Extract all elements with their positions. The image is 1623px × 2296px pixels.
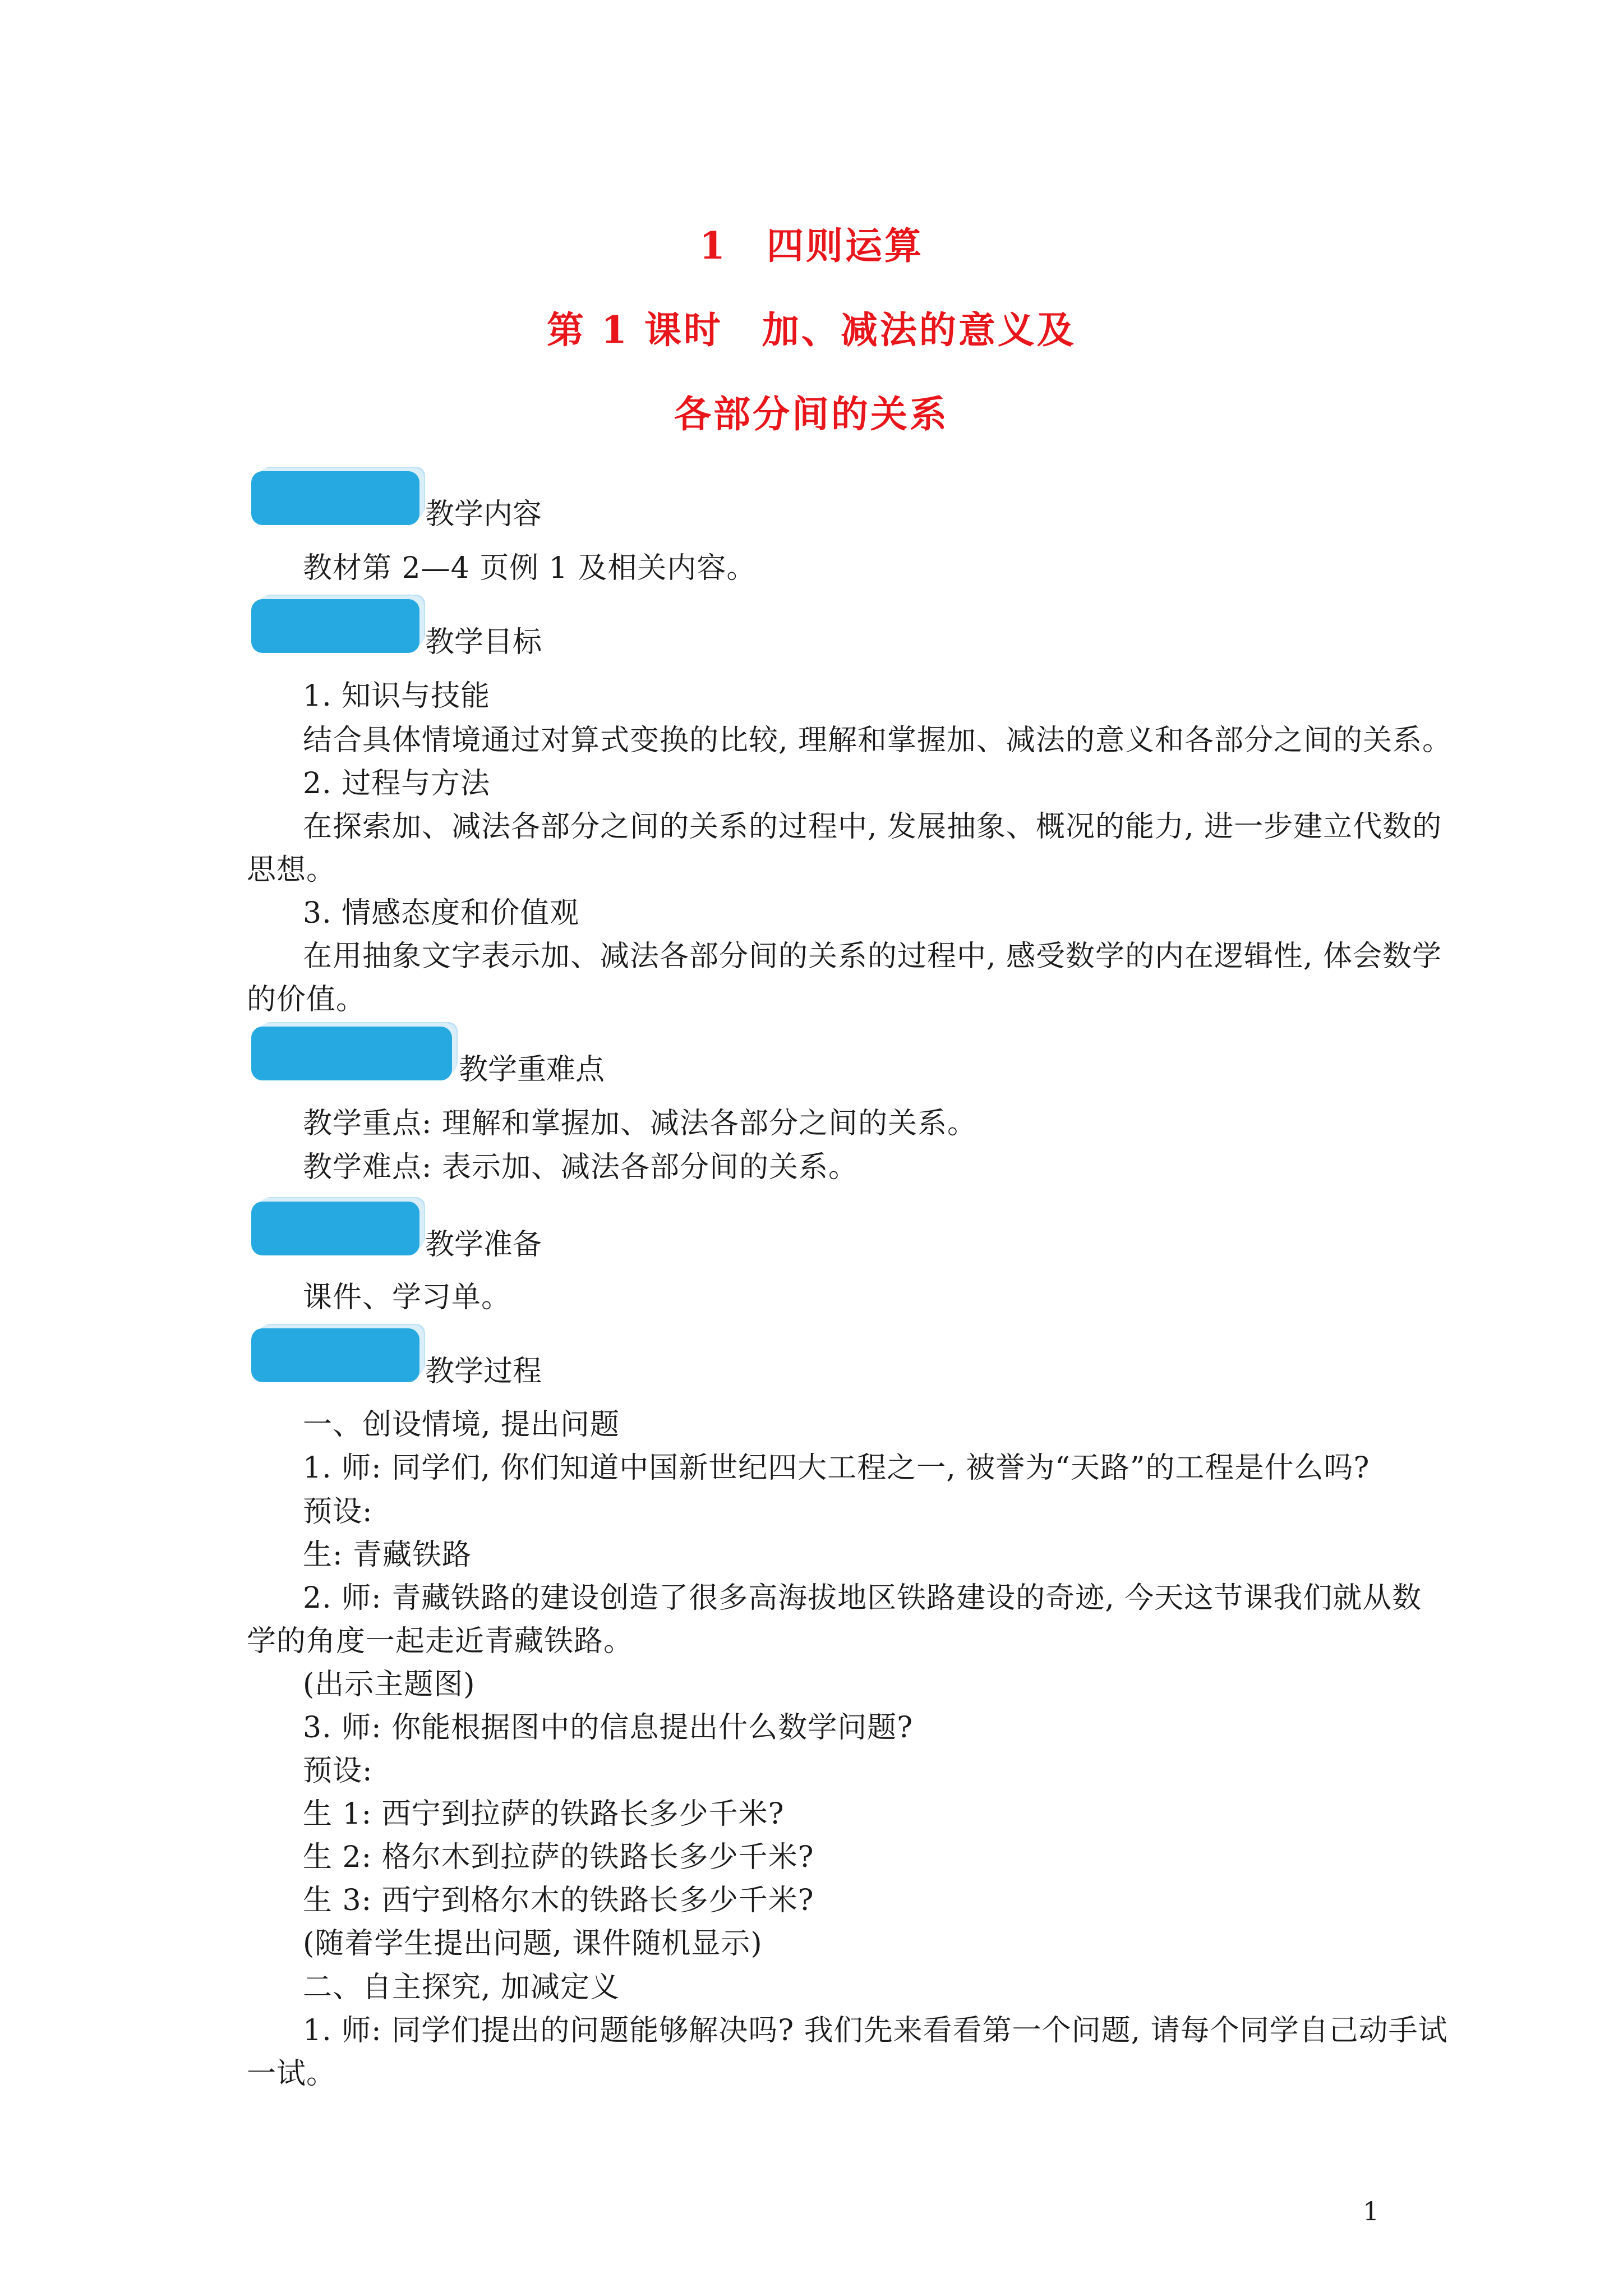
process-line: 1. 师: 同学们, 你们知道中国新世纪四大工程之一, 被誉为“天路”的工程是什么吗? — [303, 1451, 1370, 1485]
section-label: 教学内容 — [425, 498, 542, 531]
process-line: (随着学生提出问题, 课件随机显示) — [303, 1927, 763, 1961]
process-line: 二、自主探究, 加减定义 — [303, 1971, 620, 2004]
lesson-title-line1: 第 1 课时 加、减法的意义及 — [547, 308, 1076, 352]
objective-2-title: 2. 过程与方法 — [303, 767, 491, 800]
objective-3-text: 在用抽象文字表示加、减法各部分间的关系的过程中, 感受数学的内在逻辑性, 体会数学 — [303, 940, 1442, 973]
section-pill-icon — [251, 471, 419, 525]
process-line: 生: 青藏铁路 — [303, 1538, 472, 1572]
objective-1-text: 结合具体情境通过对算式变换的比较, 理解和掌握加、减法的意义和各部分之间的关系。 — [303, 724, 1453, 757]
process-line: 生 1: 西宁到拉萨的铁路长多少千米? — [303, 1797, 785, 1831]
section-label: 教学目标 — [425, 625, 542, 659]
objective-2-text: 在探索加、减法各部分之间的关系的过程中, 发展抽象、概况的能力, 进一步建立代数的 — [303, 810, 1442, 844]
objective-2-text-cont: 思想。 — [247, 853, 336, 887]
section-pill-icon — [251, 1027, 452, 1080]
section-label: 教学重难点 — [459, 1053, 605, 1087]
key-point-focus: 教学重点: 理解和掌握加、减法各部分之间的关系。 — [303, 1107, 978, 1140]
process-line: 生 3: 西宁到格尔木的铁路长多少千米? — [303, 1884, 814, 1917]
process-line: 1. 师: 同学们提出的问题能够解决吗? 我们先来看看第一个问题, 请每个同学自己动手试 — [303, 2014, 1448, 2047]
process-line: (出示主题图) — [303, 1668, 476, 1701]
process-line: 一、创设情境, 提出问题 — [303, 1408, 620, 1442]
section-pill-icon — [251, 1202, 419, 1255]
process-line: 一试。 — [247, 2057, 336, 2091]
process-line: 生 2: 格尔木到拉萨的铁路长多少千米? — [303, 1841, 814, 1874]
chapter-title: 1 四则运算 — [699, 224, 924, 268]
objective-3-title: 3. 情感态度和价值观 — [303, 896, 580, 930]
process-line: 2. 师: 青藏铁路的建设创造了很多高海拔地区铁路建设的奇迹, 今天这节课我们就从数 — [303, 1581, 1422, 1615]
process-line: 预设: — [303, 1495, 373, 1529]
lesson-title-line2: 各部分间的关系 — [674, 392, 949, 436]
content-text: 教材第 2—4 页例 1 及相关内容。 — [303, 551, 757, 585]
objective-1-title: 1. 知识与技能 — [303, 679, 491, 713]
process-line: 预设: — [303, 1754, 373, 1788]
page-number: 1 — [1363, 2196, 1380, 2226]
process-line: 学的角度一起走近青藏铁路。 — [247, 1625, 634, 1658]
section-label: 教学过程 — [425, 1355, 542, 1388]
section-pill-icon — [251, 1328, 419, 1382]
section-pill-icon — [251, 599, 419, 653]
preparation-text: 课件、学习单。 — [303, 1281, 511, 1314]
process-line: 3. 师: 你能根据图中的信息提出什么数学问题? — [303, 1711, 914, 1745]
section-label: 教学准备 — [425, 1228, 542, 1262]
objective-3-text-cont: 的价值。 — [247, 983, 366, 1016]
key-point-difficulty: 教学难点: 表示加、减法各部分间的关系。 — [303, 1151, 859, 1184]
